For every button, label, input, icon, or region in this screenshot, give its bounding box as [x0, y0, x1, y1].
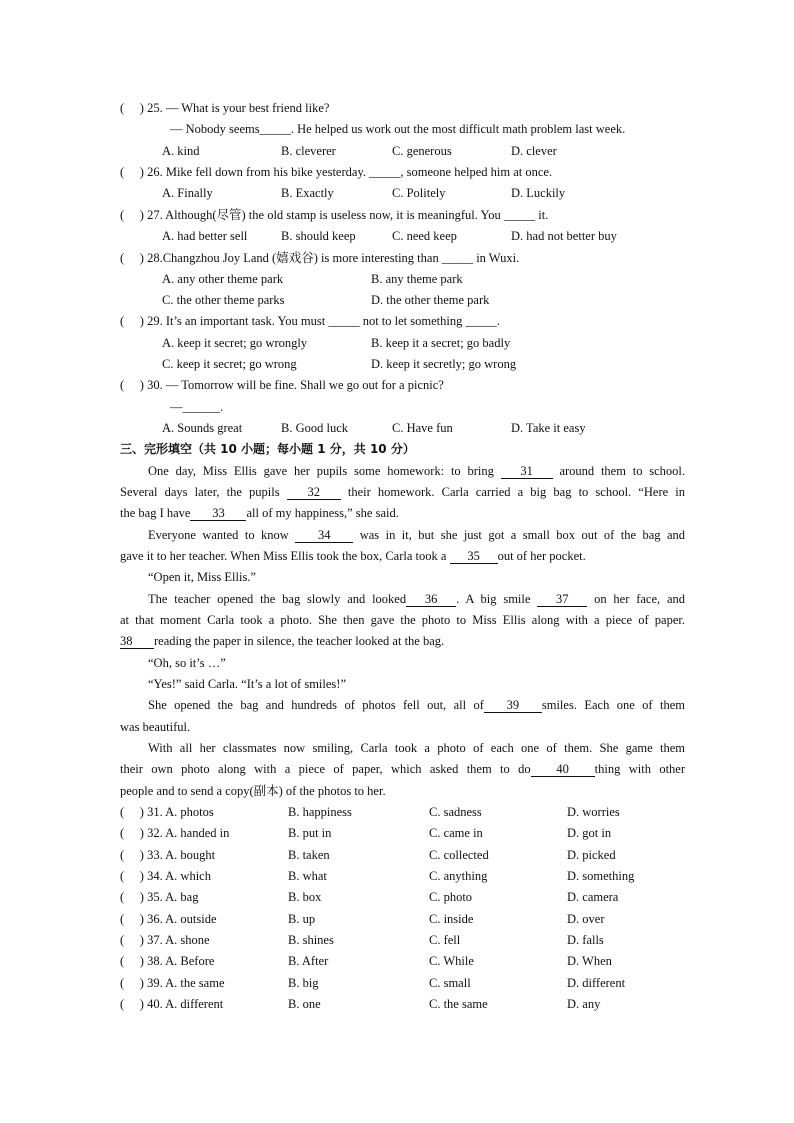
- blank-39: 39: [484, 698, 542, 713]
- option-a: ( ) 38. A. Before: [120, 954, 215, 968]
- passage-line: 38 reading the paper in silence, the teacher looked at the bag.: [120, 634, 445, 648]
- q26-option-c: C. Politely: [392, 186, 446, 200]
- q28-option-d: D. the other theme park: [371, 293, 490, 307]
- passage-line: The teacher opened the bag slowly and looked 36 . A big smile 37 on her face, and: [148, 592, 685, 606]
- q29-option-b: B. keep it a secret; go badly: [371, 336, 511, 350]
- passage-line: Everyone wanted to know 34 was in it, but she just got a small box out of the bag and: [148, 528, 685, 542]
- option-a: ( ) 40. A. different: [120, 997, 224, 1011]
- option-a: ( ) 32. A. handed in: [120, 826, 230, 840]
- q25-option-c: C. generous: [392, 144, 452, 158]
- option-d: D. got in: [567, 826, 612, 840]
- option-b: B. big: [288, 976, 319, 990]
- option-c: C. anything: [429, 869, 488, 883]
- option-a: ( ) 39. A. the same: [120, 976, 225, 990]
- q27-option-d: D. had not better buy: [511, 229, 617, 243]
- option-b: B. up: [288, 912, 316, 926]
- option-a: ( ) 33. A. bought: [120, 848, 216, 862]
- blank-34: 34: [295, 528, 353, 543]
- passage-line: the bag I have 33 all of my happiness,” she said.: [120, 506, 399, 520]
- option-d: D. something: [567, 869, 635, 883]
- option-c: C. collected: [429, 848, 489, 862]
- option-d: D. worries: [567, 805, 620, 819]
- q30-answer-blank: —______.: [170, 400, 224, 414]
- q29-option-d: D. keep it secretly; go wrong: [371, 357, 517, 371]
- option-b: B. happiness: [288, 805, 352, 819]
- blank-40: 40: [531, 762, 595, 777]
- option-d: D. When: [567, 954, 612, 968]
- q28-option-b: B. any theme park: [371, 272, 463, 286]
- passage-line: gave it to her teacher. When Miss Ellis took the box, Carla took a 35 out of her pocket.: [120, 549, 586, 563]
- passage-line: “Open it, Miss Ellis.”: [148, 570, 256, 584]
- option-c: C. small: [429, 976, 471, 990]
- passage-line: One day, Miss Ellis gave her pupils some homework: to bring 31 around them to school.: [148, 464, 686, 478]
- q28-stem: ( ) 28.Changzhou Joy Land (嬉戏谷) is more interesting than _____ in Wuxi.: [120, 251, 520, 265]
- q29-option-c: C. keep it secret; go wrong: [162, 357, 297, 371]
- option-a: ( ) 34. A. which: [120, 869, 211, 883]
- option-a: ( ) 37. A. shone: [120, 933, 210, 947]
- option-b: B. box: [288, 890, 322, 904]
- q27-stem: ( ) 27. Although(尽管) the old stamp is useless now, it is meaningful. You _____ it.: [120, 208, 549, 222]
- q29-option-a: A. keep it secret; go wrongly: [162, 336, 308, 350]
- option-b: B. shines: [288, 933, 334, 947]
- passage-line: was beautiful.: [120, 720, 191, 734]
- option-c: C. came in: [429, 826, 483, 840]
- option-c: C. While: [429, 954, 474, 968]
- blank-37: 37: [537, 592, 587, 607]
- q28-option-a: A. any other theme park: [162, 272, 284, 286]
- option-a: ( ) 35. A. bag: [120, 890, 199, 904]
- passage-line: Several days later, the pupils 32 their homework. Carla carried a big bag to school. “Here in: [120, 485, 686, 499]
- q28-option-c: C. the other theme parks: [162, 293, 285, 307]
- option-b: B. taken: [288, 848, 330, 862]
- passage-line: “Yes!” said Carla. “It’s a lot of smiles!”: [148, 677, 346, 691]
- q26-option-b: B. Exactly: [281, 186, 334, 200]
- passage-line: With all her classmates now smiling, Carla took a photo of each one of them. She game them: [148, 741, 685, 755]
- option-d: D. different: [567, 976, 626, 990]
- option-c: C. inside: [429, 912, 474, 926]
- option-b: B. what: [288, 869, 327, 883]
- q26-option-d: D. Luckily: [511, 186, 566, 200]
- q29-stem: ( ) 29. It’s an important task. You must _____ not to let something _____.: [120, 314, 500, 328]
- q25-option-b: B. cleverer: [281, 144, 336, 158]
- passage-line: “Oh, so it’s …”: [148, 656, 226, 670]
- option-c: C. fell: [429, 933, 461, 947]
- blank-36: 36: [406, 592, 456, 607]
- blank-31: 31: [501, 464, 553, 479]
- option-a: ( ) 36. A. outside: [120, 912, 217, 926]
- q25-option-a: A. kind: [162, 144, 200, 158]
- passage-line: their own photo along with a piece of paper, which asked them to do 40 thing with other: [120, 762, 685, 776]
- option-d: D. over: [567, 912, 605, 926]
- blank-32: 32: [287, 485, 341, 500]
- q30-option-a: A. Sounds great: [162, 421, 243, 435]
- q25-stem: ( ) 25. — What is your best friend like?: [120, 101, 330, 115]
- blank-33: 33: [190, 506, 246, 521]
- q27-option-a: A. had better sell: [162, 229, 248, 243]
- passage-line: at that moment Carla took a photo. She then gave the photo to Miss Ellis along with a piece of paper.: [120, 613, 685, 627]
- passage-line: She opened the bag and hundreds of photos fell out, all of 39 smiles. Each one of them: [148, 698, 685, 712]
- option-d: D. camera: [567, 890, 619, 904]
- option-b: B. one: [288, 997, 321, 1011]
- q25-dialogue: — Nobody seems_____. He helped us work out the most difficult math problem last week.: [170, 122, 626, 136]
- option-c: C. photo: [429, 890, 473, 904]
- option-d: D. picked: [567, 848, 616, 862]
- section-3-heading: 三、完形填空（共 10 小题；每小题 1 分，共 10 分）: [120, 442, 415, 456]
- option-b: B. put in: [288, 826, 332, 840]
- q26-stem: ( ) 26. Mike fell down from his bike yesterday. _____, someone helped him at once.: [120, 165, 553, 179]
- q27-option-c: C. need keep: [392, 229, 457, 243]
- q30-option-d: D. Take it easy: [511, 421, 586, 435]
- q30-option-c: C. Have fun: [392, 421, 453, 435]
- q30-stem: ( ) 30. — Tomorrow will be fine. Shall we go out for a picnic?: [120, 378, 444, 392]
- q27-option-b: B. should keep: [281, 229, 356, 243]
- passage-line: people and to send a copy(副本) of the photos to her.: [120, 784, 386, 798]
- q25-option-d: D. clever: [511, 144, 557, 158]
- q30-option-b: B. Good luck: [281, 421, 349, 435]
- option-b: B. After: [288, 954, 329, 968]
- blank-38: 38: [120, 634, 154, 649]
- option-c: C. sadness: [429, 805, 482, 819]
- blank-35: 35: [450, 549, 498, 564]
- q26-option-a: A. Finally: [162, 186, 213, 200]
- option-a: ( ) 31. A. photos: [120, 805, 214, 819]
- option-d: D. falls: [567, 933, 604, 947]
- option-c: C. the same: [429, 997, 488, 1011]
- option-d: D. any: [567, 997, 601, 1011]
